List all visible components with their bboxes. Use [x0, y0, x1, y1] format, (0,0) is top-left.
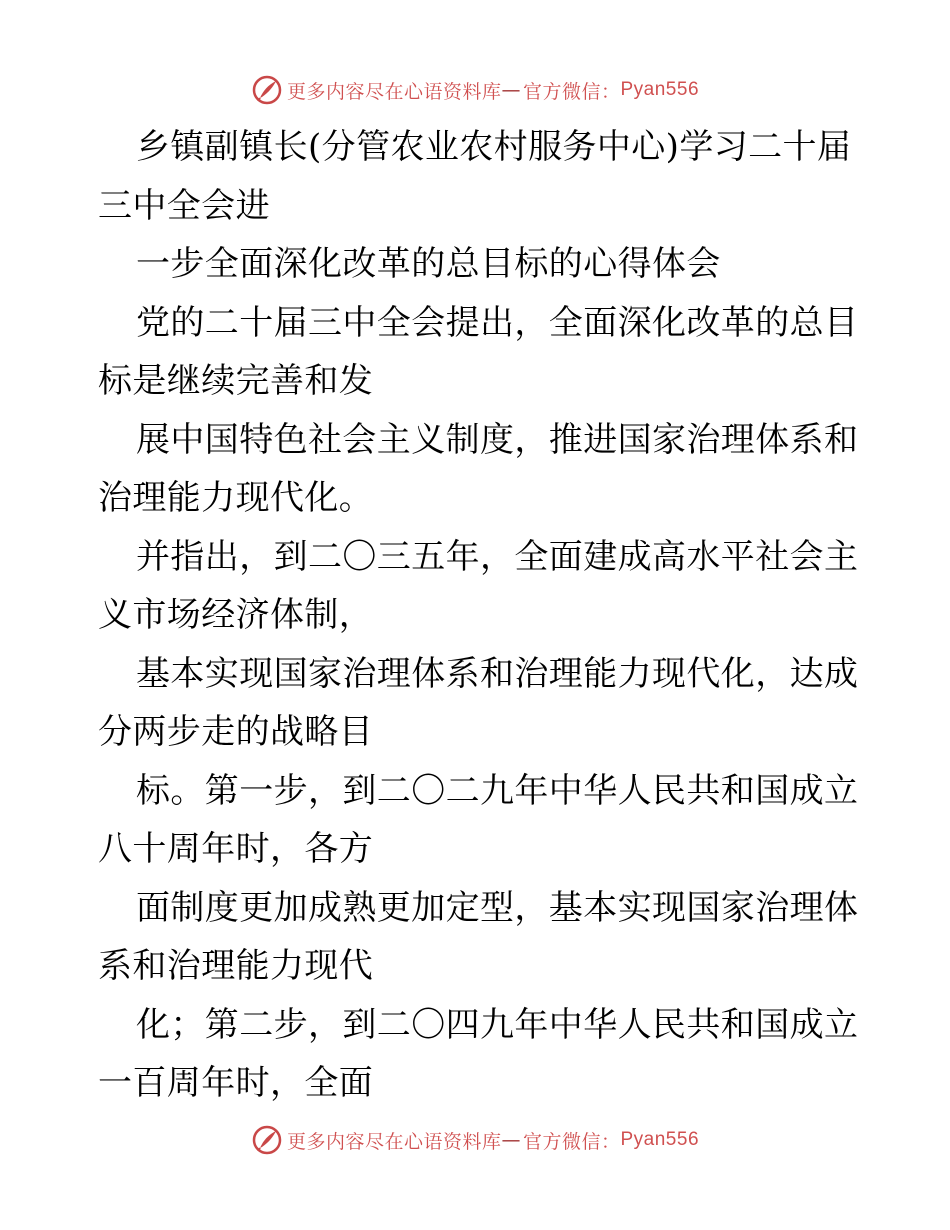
doc-line: 一百周年时，全面 — [98, 1063, 374, 1103]
doc-line: 标。第一步，到二〇二九年中华人民共和国成立 — [136, 770, 859, 811]
banner-separator: — — [501, 1129, 521, 1151]
doc-line: 展中国特色社会主义制度，推进国家治理体系和 — [136, 419, 859, 460]
doc-line: 乡镇副镇长(分管农业农村服务中心)学习二十届 — [136, 127, 852, 167]
banner-slogan: 更多内容尽在心语资料库 — [286, 80, 502, 103]
doc-line: 标是继续完善和发 — [98, 361, 374, 401]
banner-slogan: 更多内容尽在心语资料库 — [286, 1130, 502, 1153]
doc-line: 系和治理能力现代 — [98, 946, 374, 986]
banner-wechat-label: 官方微信： — [522, 80, 621, 103]
doc-line: 并指出，到二〇三五年，全面建成高水平社会主 — [136, 536, 859, 577]
doc-line: 治理能力现代化。 — [98, 478, 374, 518]
header-banner — [0, 70, 950, 110]
feather-pen-logo-icon — [251, 1124, 283, 1156]
doc-line: 八十周年时，各方 — [98, 829, 374, 869]
doc-line: 化；第二步，到二〇四九年中华人民共和国成立 — [136, 1004, 859, 1045]
footer-banner — [0, 1120, 950, 1160]
doc-line: 基本实现国家治理体系和治理能力现代化，达成 — [136, 653, 859, 694]
banner-wechat-label: 官方微信： — [522, 1130, 621, 1153]
doc-line: 一步全面深化改革的总目标的心得体会 — [136, 244, 721, 284]
banner-wechat-account: Pyan556 — [620, 79, 700, 100]
document-body — [98, 118, 858, 1113]
doc-line: 分两步走的战略目 — [98, 712, 374, 752]
doc-line: 义市场经济体制， — [98, 595, 374, 635]
doc-line: 党的二十届三中全会提出，全面深化改革的总目 — [136, 302, 859, 343]
feather-pen-logo-icon — [251, 74, 283, 106]
doc-line: 面制度更加成熟更加定型，基本实现国家治理体 — [136, 887, 859, 928]
banner-wechat-account: Pyan556 — [620, 1129, 700, 1150]
banner-separator: — — [501, 79, 521, 101]
doc-line: 三中全会进 — [98, 185, 270, 226]
